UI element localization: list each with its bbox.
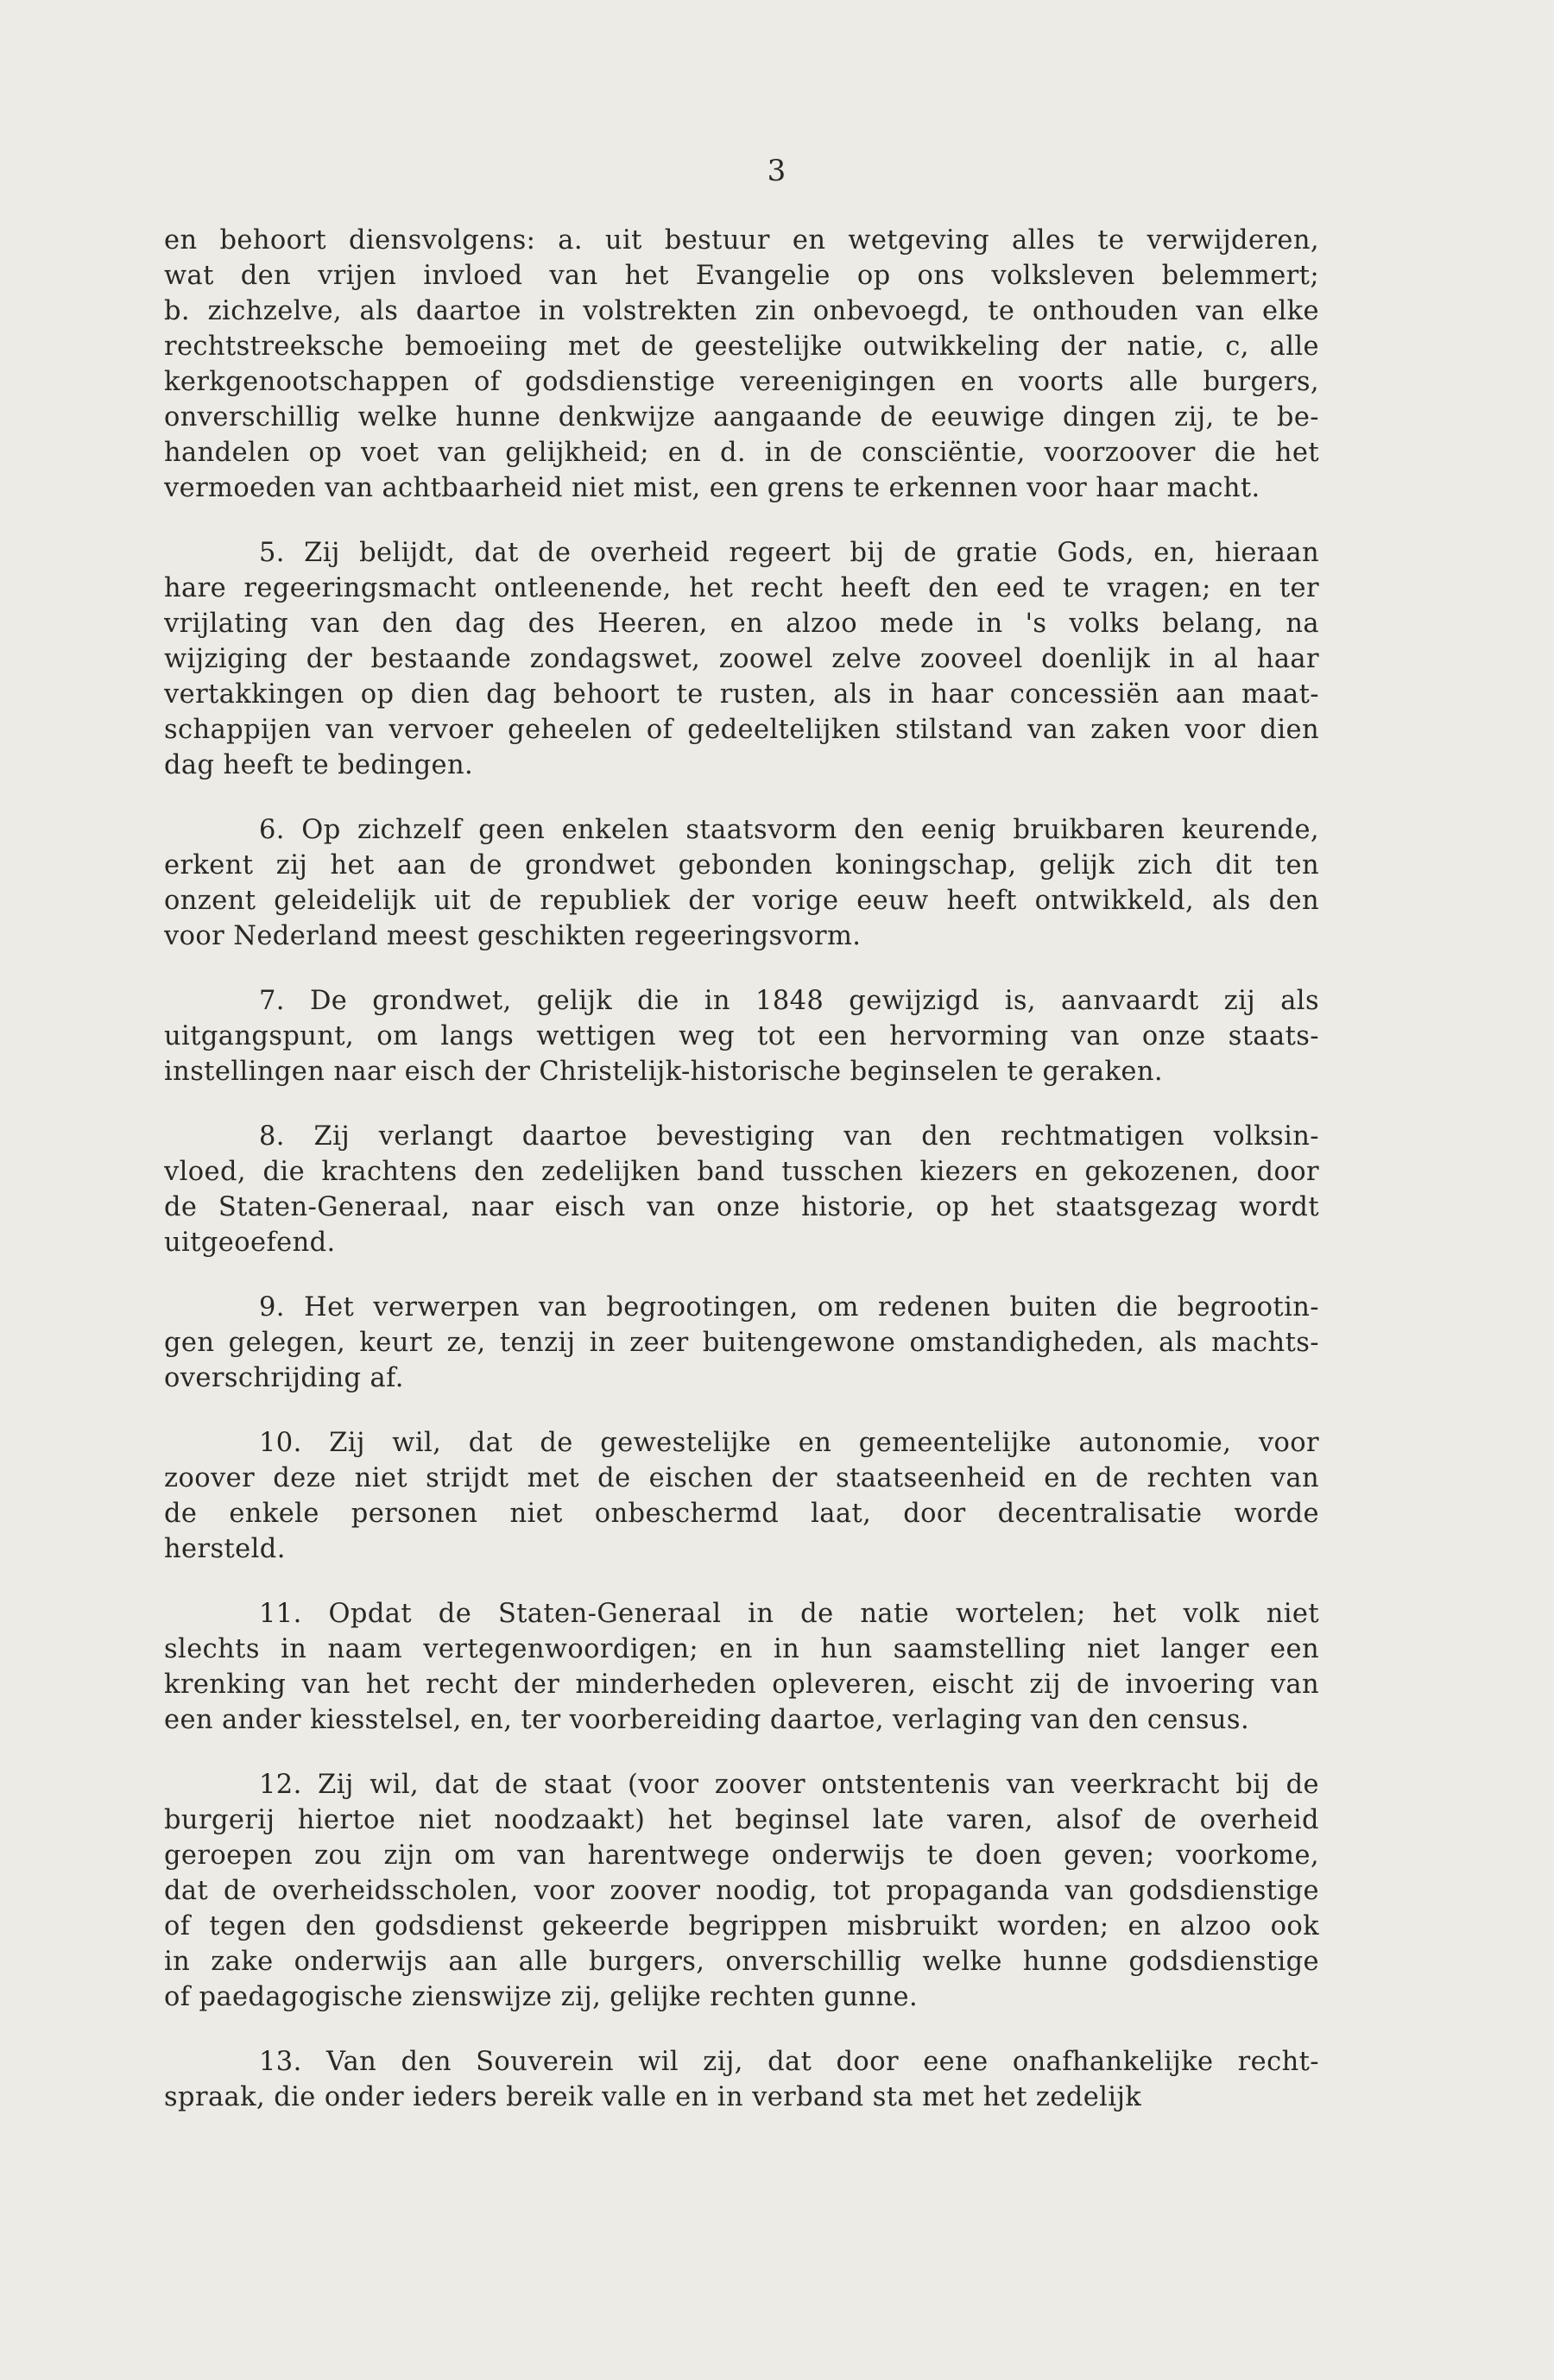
paragraph	[164, 223, 1319, 506]
paragraph	[164, 983, 1319, 1089]
text-line: onzent geleidelijk uit de republiek der vorige eeuw heeft ontwikkeld, als den	[164, 886, 1319, 916]
text-line: vloed, die krachtens den zedelijken band tusschen kiezers en gekozenen, door	[164, 1157, 1319, 1187]
text-line: de Staten-Generaal, naar eisch van onze historie, op het staatsgezag wordt	[164, 1192, 1319, 1222]
paragraph	[164, 535, 1319, 783]
text-line: en behoort diensvolgens: a. uit bestuur en wetgeving alles te verwijderen,	[164, 225, 1319, 256]
paragraph	[164, 1425, 1319, 1567]
text-line: krenking van het recht der minderheden opleveren, eischt zij de invoering van	[164, 1670, 1319, 1700]
text-line: vrijlating van den dag des Heeren, en alzoo mede in 's volks belang, na	[164, 609, 1319, 639]
text-line: 8. Zij verlangt daartoe bevestiging van den rechtmatigen volksin-	[259, 1121, 1319, 1152]
text-line: 12. Zij wil, dat de staat (voor zoover ontstentenis van veerkracht bij de	[259, 1770, 1319, 1800]
text-line: 5. Zij belijdt, dat de overheid regeert bij de gratie Gods, en, hieraan	[259, 538, 1319, 568]
text-line: geroepen zou zijn om van harentwege onderwijs te doen geven; voorkome,	[164, 1840, 1319, 1871]
body-text	[164, 223, 1319, 2144]
text-line: een ander kiesstelsel, en, ter voorbereiding daartoe, verlaging van den census.	[164, 1705, 1250, 1735]
text-line: onverschillig welke hunne denkwijze aangaande de eeuwige dingen zij, te be-	[164, 402, 1319, 432]
text-line: voor Nederland meest geschikten regeeringsvorm.	[164, 921, 862, 951]
text-line: handelen op voet van gelijkheid; en d. in de consciëntie, voorzoover die het	[164, 438, 1319, 468]
text-line: in zake onderwijs aan alle burgers, onverschillig welke hunne godsdienstige	[164, 1947, 1319, 1977]
text-line: hare regeeringsmacht ontleenende, het recht heeft den eed te vragen; en ter	[164, 573, 1319, 603]
text-line: burgerij hiertoe niet noodzaakt) het beginsel late varen, alsof de overheid	[164, 1805, 1319, 1835]
text-line: dat de overheidsscholen, voor zoover noodig, tot propaganda van godsdienstige	[164, 1876, 1319, 1906]
text-line: 6. Op zichzelf geen enkelen staatsvorm den eenig bruikbaren keurende,	[259, 815, 1319, 845]
paragraph	[164, 1767, 1319, 2015]
paragraph	[164, 1119, 1319, 1260]
text-line: kerkgenootschappen of godsdienstige vereenigingen en voorts alle burgers,	[164, 367, 1319, 397]
text-line: slechts in naam vertegenwoordigen; en in hun saamstelling niet langer een	[164, 1634, 1319, 1664]
text-line: zoover deze niet strijdt met de eischen der staatseenheid en de rechten van	[164, 1463, 1319, 1493]
text-line: uitgeoefend.	[164, 1228, 336, 1258]
text-line: 10. Zij wil, dat de gewestelijke en gemeentelijke autonomie, voor	[259, 1428, 1319, 1458]
text-line: erkent zij het aan de grondwet gebonden koningschap, gelijk zich dit ten	[164, 850, 1319, 881]
text-line: wijziging der bestaande zondagswet, zoowel zelve zooveel doenlijk in al haar	[164, 644, 1319, 674]
text-line: of paedagogische zienswijze zij, gelijke rechten gunne.	[164, 1982, 919, 2012]
paragraph	[164, 2044, 1319, 2115]
paragraph	[164, 1596, 1319, 1738]
text-line: rechtstreeksche bemoeiing met de geestelijke outwikkeling der natie, c, alle	[164, 331, 1319, 362]
text-line: b. zichzelve, als daartoe in volstrekten zin onbevoegd, te onthouden van elke	[164, 296, 1319, 326]
text-line: uitgangspunt, om langs wettigen weg tot een hervorming van onze staats-	[164, 1021, 1319, 1051]
text-line: wat den vrijen invloed van het Evangelie op ons volksleven belemmert;	[164, 261, 1319, 291]
text-line: spraak, die onder ieders bereik valle en in verband sta met het zedelijk	[164, 2082, 1142, 2112]
text-line: 7. De grondwet, gelijk die in 1848 gewijzigd is, aanvaardt zij als	[259, 986, 1319, 1016]
text-line: gen gelegen, keurt ze, tenzij in zeer buitengewone omstandigheden, als machts-	[164, 1328, 1319, 1358]
paragraph	[164, 1290, 1319, 1396]
paragraph	[164, 812, 1319, 954]
text-line: of tegen den godsdienst gekeerde begrippen misbruikt worden; en alzoo ook	[164, 1911, 1319, 1941]
text-line: instellingen naar eisch der Christelijk-historische beginselen te geraken.	[164, 1057, 1163, 1087]
text-line: 11. Opdat de Staten-Generaal in de natie wortelen; het volk niet	[259, 1599, 1319, 1629]
text-line: vertakkingen op dien dag behoort te rusten, als in haar concessiën aan maat-	[164, 679, 1319, 710]
text-line: vermoeden van achtbaarheid niet mist, een grens te erkennen voor haar macht.	[164, 473, 1260, 503]
text-line: de enkele personen niet onbeschermd laat, door decentralisatie worde	[164, 1499, 1319, 1529]
text-line: hersteld.	[164, 1534, 286, 1564]
text-line: dag heeft te bedingen.	[164, 750, 474, 780]
text-line: 9. Het verwerpen van begrootingen, om redenen buiten die begrootin-	[259, 1292, 1319, 1323]
page-number: 3	[767, 154, 787, 188]
text-line: schappijen van vervoer geheelen of gedeeltelijken stilstand van zaken voor dien	[164, 715, 1319, 745]
text-line: 13. Van den Souverein wil zij, dat door eene onafhankelijke recht-	[259, 2047, 1319, 2077]
text-line: overschrijding af.	[164, 1363, 404, 1393]
